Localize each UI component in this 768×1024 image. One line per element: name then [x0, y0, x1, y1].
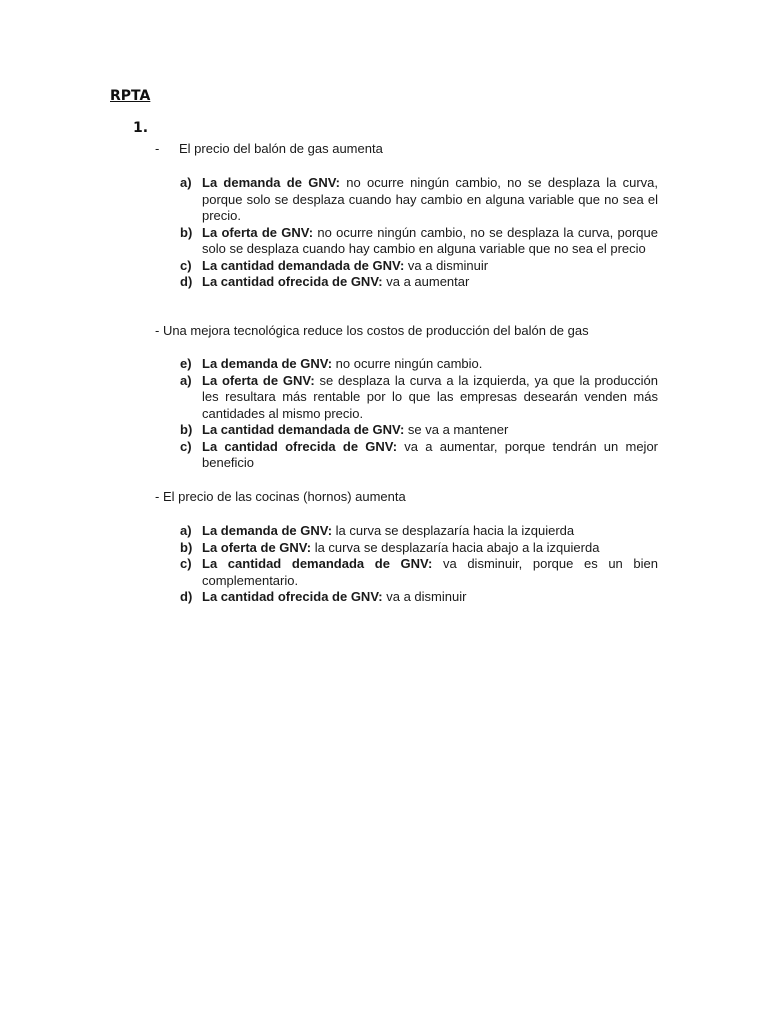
section-dash: - [155, 141, 160, 156]
item-body [202, 175, 658, 225]
item-term: La cantidad demandada de GNV: [202, 257, 405, 273]
item-text: va a aumentar [382, 274, 470, 289]
item-term: La oferta de GNV: [202, 224, 314, 240]
item-text: no ocurre ningún cambio, no se desplaza la curva, porque solo se desplaza cuando hay cambio en alguna variable que no sea el precio [202, 224, 658, 256]
list-item [180, 373, 658, 423]
list-item [180, 523, 658, 540]
item-term: La demanda de GNV: [202, 356, 333, 371]
section-intro-text: - Una mejora tecnológica reduce los costos de producción del balón de gas [155, 323, 589, 338]
section-intro [155, 141, 383, 158]
item-marker: a) [180, 175, 192, 190]
item-term: La cantidad demandada de GNV: [202, 422, 405, 437]
list-item [180, 439, 658, 472]
list-item [180, 589, 658, 606]
item-marker: c) [180, 257, 192, 273]
question-number: 1. [133, 120, 149, 136]
item-term: La oferta de GNV: [202, 539, 312, 555]
item-text: se desplaza la curva a la izquierda, ya que la producción les resultara más rentable por lo que las empresas desearán venden más cantidades al mismo precio. [202, 372, 658, 421]
item-text: va a disminuir [404, 257, 489, 273]
item-body [202, 556, 658, 589]
item-body [202, 589, 658, 606]
list-item [180, 556, 658, 589]
answer-list [180, 523, 658, 606]
item-marker: a) [180, 372, 192, 388]
item-marker: b) [180, 539, 193, 555]
item-marker: c) [180, 556, 192, 571]
list-item [180, 258, 658, 275]
section-intro-text: El precio del balón de gas aumenta [179, 141, 383, 156]
item-body [202, 356, 658, 373]
item-text: se va a mantener [404, 422, 509, 437]
list-item [180, 274, 658, 291]
list-item [180, 422, 658, 439]
item-body [202, 225, 658, 258]
item-term: La cantidad ofrecida de GNV: [202, 274, 383, 289]
item-term: La cantidad demandada de GNV: [202, 556, 433, 571]
item-text: la curva se desplazaría hacia abajo a la izquierda [311, 539, 600, 555]
item-body [202, 439, 658, 472]
page-heading: RPTA [110, 88, 151, 104]
item-term: La cantidad ofrecida de GNV: [202, 438, 398, 454]
item-body [202, 258, 658, 275]
item-text: va a aumentar, porque tendrán un mejor beneficio [202, 438, 658, 470]
item-body [202, 274, 658, 291]
item-marker: e) [180, 356, 192, 371]
item-body [202, 373, 658, 423]
item-marker: a) [180, 523, 192, 538]
item-text: no ocurre ningún cambio. [332, 356, 483, 371]
item-term: La cantidad ofrecida de GNV: [202, 589, 383, 604]
item-term: La demanda de GNV: [202, 523, 333, 538]
section-intro [155, 489, 406, 506]
item-marker: b) [180, 224, 193, 240]
item-marker: c) [180, 438, 192, 454]
list-item [180, 540, 658, 557]
item-marker: d) [180, 589, 193, 604]
list-item [180, 225, 658, 258]
item-text: no ocurre ningún cambio, no se desplaza la curva, porque solo se desplaza cuando hay cambio en alguna variable que no sea el precio. [202, 175, 658, 223]
item-term: La oferta de GNV: [202, 372, 315, 388]
item-body [202, 523, 658, 540]
item-body [202, 540, 658, 557]
item-text: la curva se desplazaría hacia la izquierda [332, 523, 575, 538]
item-marker: d) [180, 274, 193, 289]
item-text: va a disminuir [382, 589, 467, 604]
section-intro-text: - El precio de las cocinas (hornos) aumenta [155, 489, 406, 504]
item-term: La demanda de GNV: [202, 175, 340, 190]
answer-list [180, 175, 658, 291]
item-marker: b) [180, 422, 193, 437]
list-item [180, 175, 658, 225]
item-text: va disminuir, porque es un bien complementario. [202, 556, 658, 588]
item-body [202, 422, 658, 439]
section-intro [155, 323, 589, 340]
list-item [180, 356, 658, 373]
answer-list [180, 356, 658, 472]
